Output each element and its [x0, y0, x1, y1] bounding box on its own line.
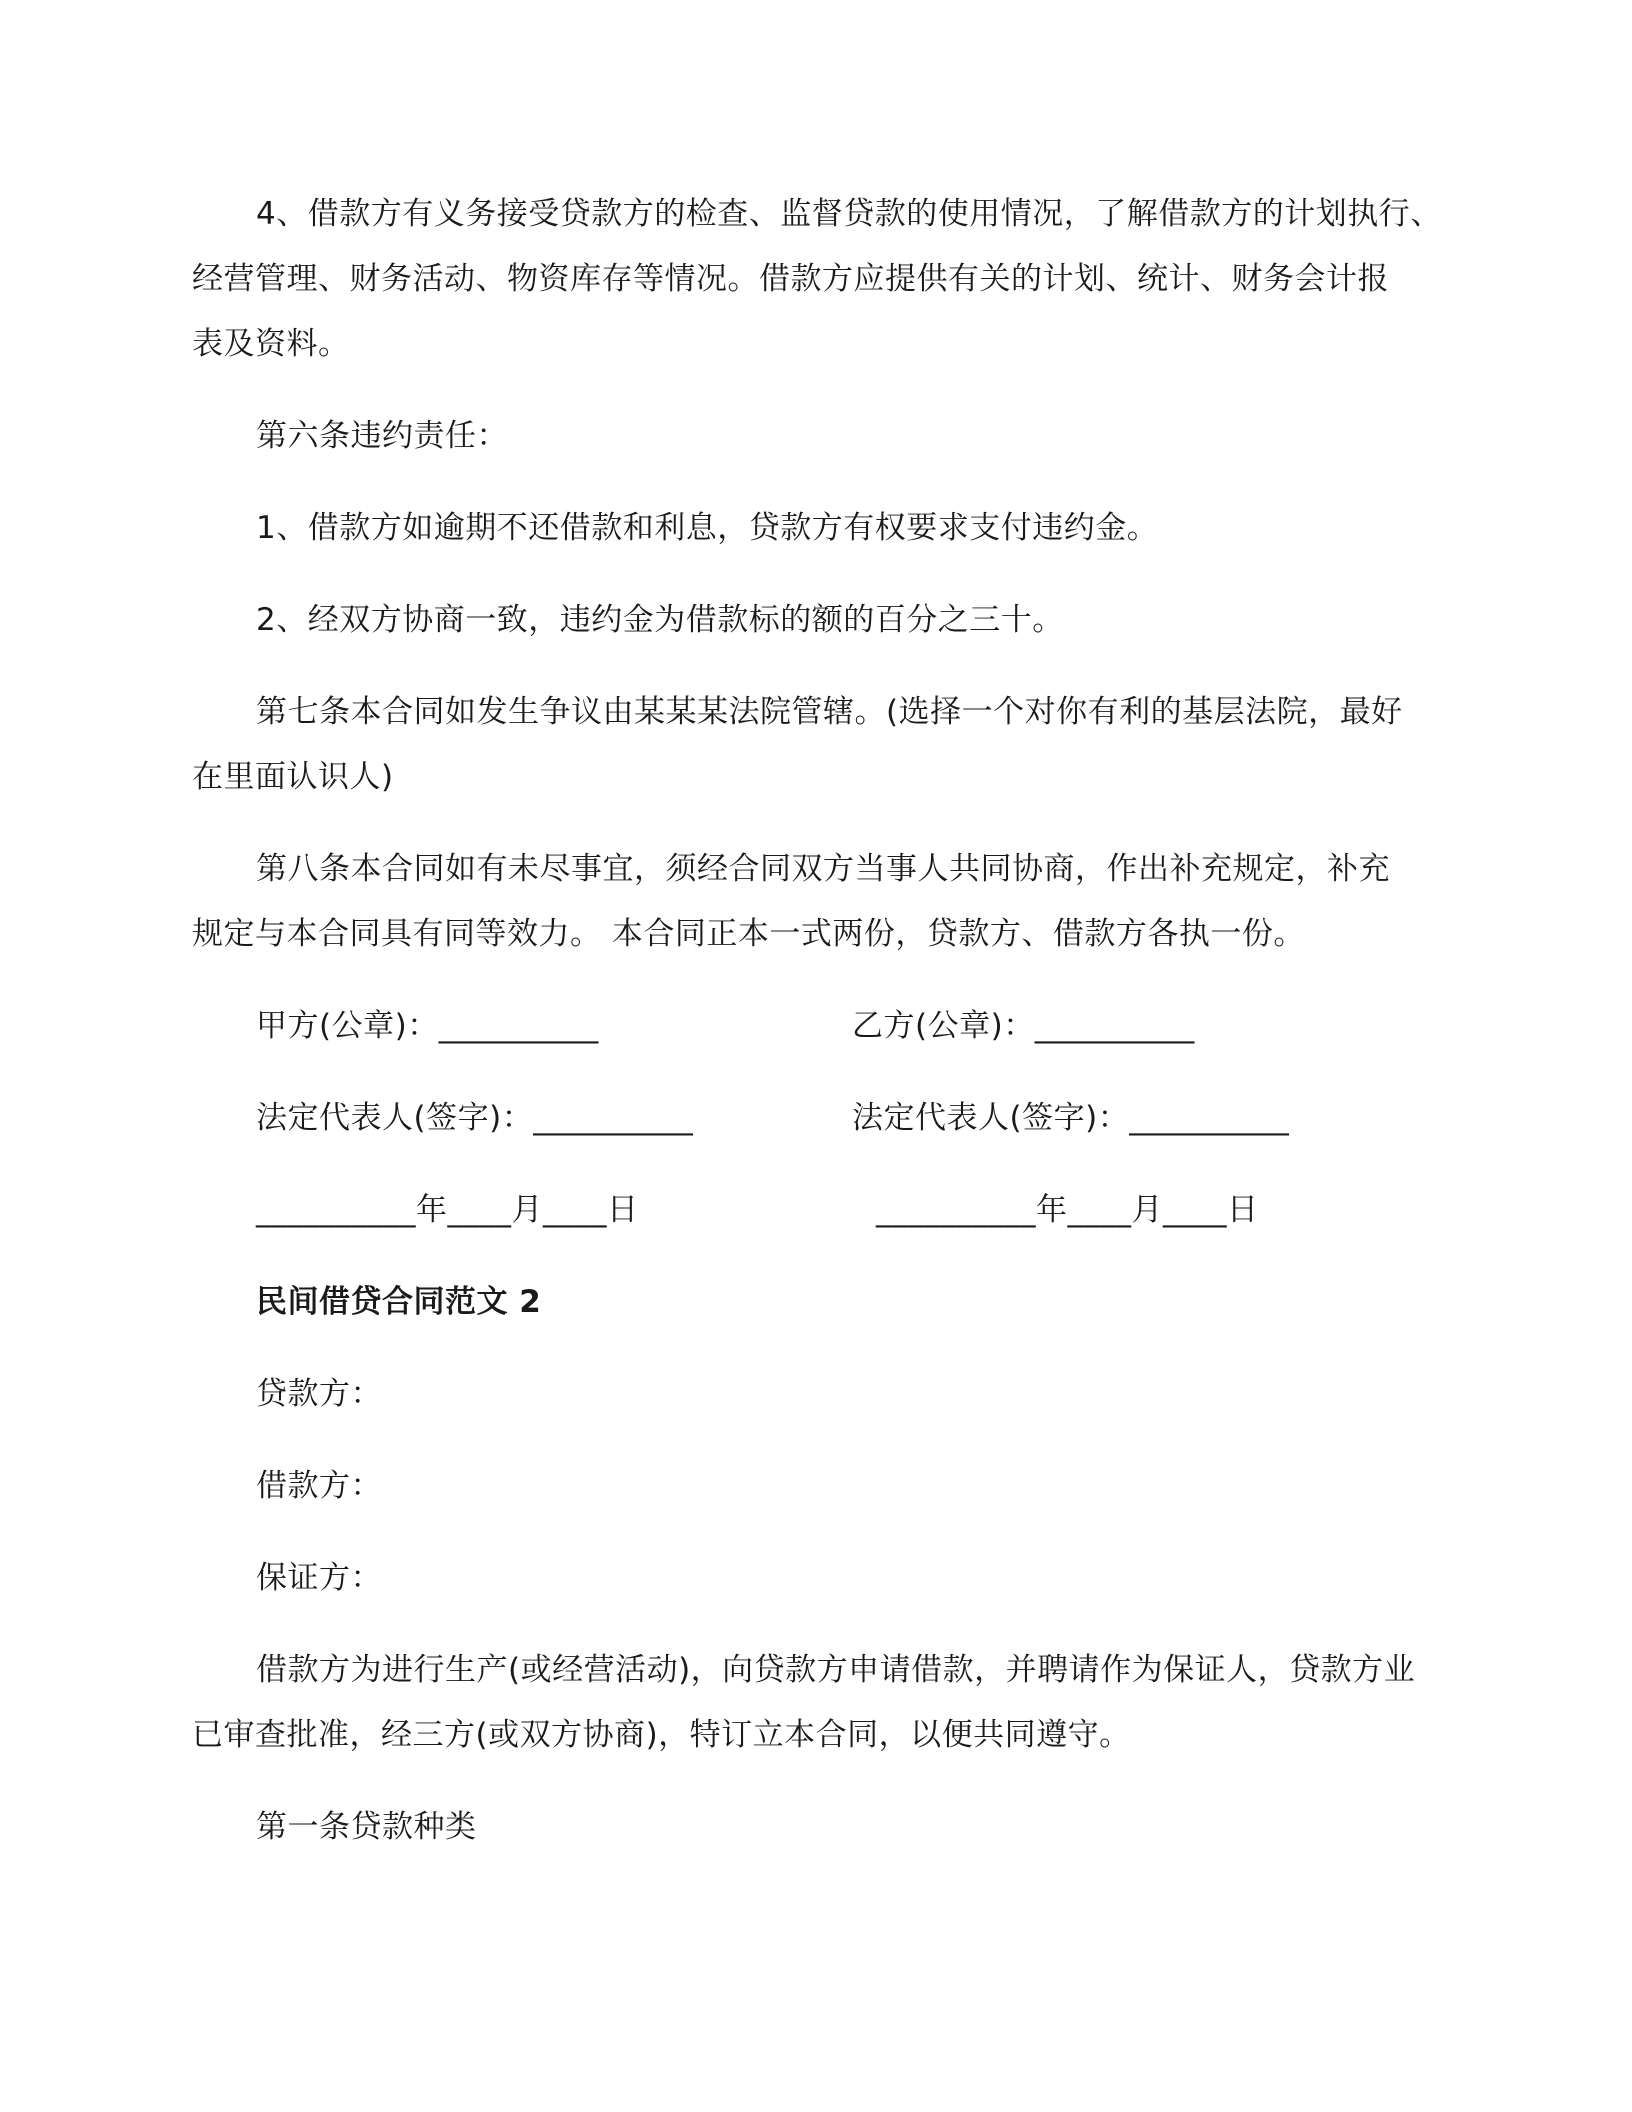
party-a-seal: 甲方(公章)：__________ — [256, 1008, 599, 1044]
contract-2-title: 民间借贷合同范文 2 — [256, 1284, 542, 1320]
contract-2-intro-line-1: 借款方为进行生产(或经营活动)，向贷款方申请借款，并聘请作为保证人，贷款方业 — [256, 1652, 1416, 1688]
contract-2-article-1-heading: 第一条贷款种类 — [256, 1809, 477, 1845]
contract-2-intro-line-2: 已审查批准，经三方(或双方协商)，特订立本合同，以便共同遵守。 — [192, 1717, 1131, 1753]
party-b-date: __________年____月____日 — [876, 1192, 1259, 1228]
article-6-item-2: 2、经双方协商一致，违约金为借款标的额的百分之三十。 — [256, 602, 1064, 638]
guarantor-label: 保证方： — [256, 1560, 382, 1596]
article-7-line-2: 在里面认识人) — [192, 759, 394, 795]
article-6-heading: 第六条违约责任： — [256, 418, 508, 454]
lender-label: 贷款方： — [256, 1376, 382, 1412]
article-8-line-2: 规定与本合同具有同等效力。 本合同正本一式两份，贷款方、借款方各执一份。 — [192, 916, 1305, 952]
clause-4-line-1: 4、借款方有义务接受贷款方的检查、监督贷款的使用情况，了解借款方的计划执行、 — [256, 196, 1442, 232]
article-8-line-1: 第八条本合同如有未尽事宜，须经合同双方当事人共同协商，作出补充规定，补充 — [256, 851, 1390, 887]
borrower-label: 借款方： — [256, 1468, 382, 1504]
article-7-line-1: 第七条本合同如发生争议由某某某法院管辖。(选择一个对你有利的基层法院，最好 — [256, 694, 1403, 730]
party-b-seal: 乙方(公章)：__________ — [852, 1008, 1195, 1044]
party-a-date: __________年____月____日 — [256, 1192, 639, 1228]
party-a-representative: 法定代表人(签字)：__________ — [256, 1100, 694, 1136]
clause-4-line-3: 表及资料。 — [192, 326, 350, 362]
article-6-item-1: 1、借款方如逾期不还借款和利息，贷款方有权要求支付违约金。 — [256, 510, 1159, 546]
party-b-representative: 法定代表人(签字)：__________ — [852, 1100, 1290, 1136]
clause-4-line-2: 经营管理、财务活动、物资库存等情况。借款方应提供有关的计划、统计、财务会计报 — [192, 261, 1389, 297]
